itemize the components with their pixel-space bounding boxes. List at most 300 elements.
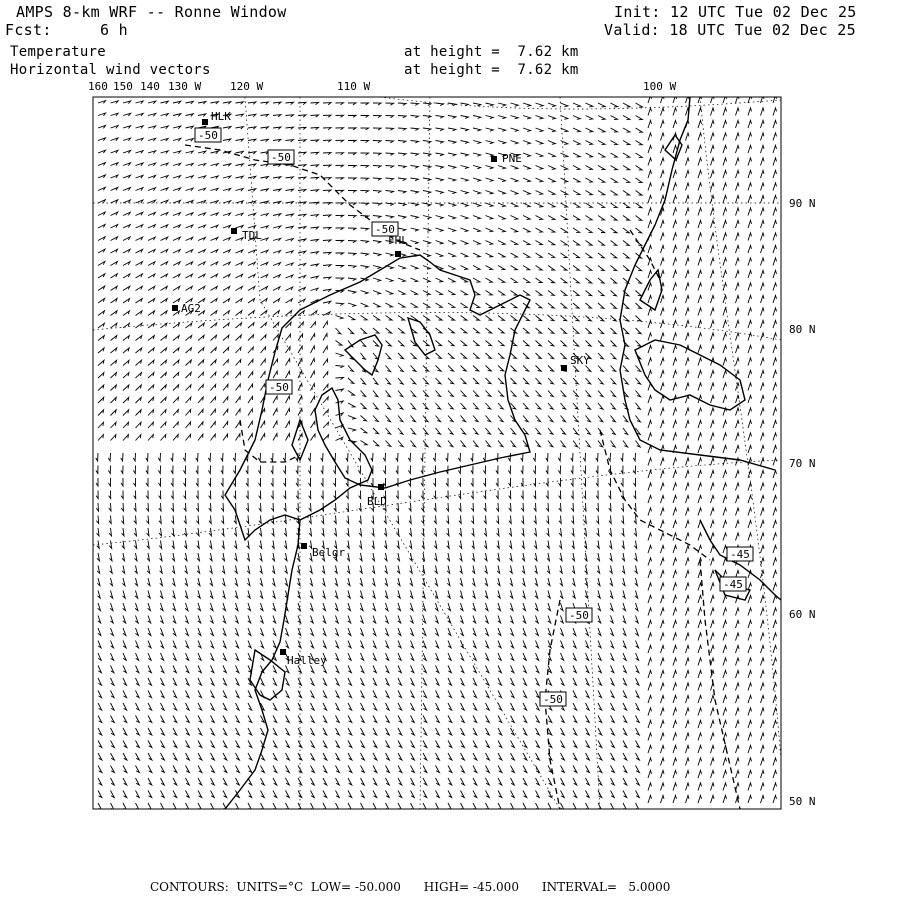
- wind-vector: [447, 566, 450, 574]
- wind-vector: [634, 491, 636, 499]
- wind-vector: [348, 741, 352, 748]
- wind-vector: [323, 791, 327, 798]
- wind-vector: [523, 291, 530, 296]
- wind-vector: [736, 495, 740, 503]
- wind-vector: [511, 191, 518, 195]
- wind-vector: [171, 516, 173, 524]
- wind-vector: [661, 795, 665, 803]
- wind-vector: [198, 274, 205, 278]
- wind-vector: [573, 103, 580, 107]
- wind-vector: [723, 795, 727, 803]
- wind-vector: [211, 237, 218, 240]
- wind-vector: [309, 528, 311, 536]
- wind-vector: [136, 703, 140, 710]
- wind-vector: [461, 216, 469, 220]
- wind-vector: [623, 716, 627, 723]
- wind-vector: [146, 478, 148, 486]
- wind-vector: [423, 716, 427, 723]
- wind-vector: [409, 491, 411, 499]
- wind-vector: [409, 541, 411, 549]
- wind-vector: [336, 316, 344, 320]
- wind-vector: [536, 441, 541, 447]
- wind-vector: [298, 102, 306, 104]
- wind-vector: [748, 208, 752, 216]
- wind-vector: [273, 177, 281, 179]
- wind-vector: [360, 628, 363, 636]
- wind-vector: [473, 791, 477, 798]
- wind-vector: [273, 226, 281, 229]
- wind-vector: [98, 360, 104, 365]
- wind-vector: [698, 783, 702, 791]
- wind-vector: [98, 113, 106, 116]
- wind-vector: [773, 620, 777, 628]
- wind-vector: [221, 466, 223, 474]
- wind-vector: [761, 633, 765, 641]
- wind-vector: [396, 491, 398, 499]
- wind-vector: [371, 453, 373, 461]
- wind-vector: [386, 391, 391, 397]
- wind-vector: [748, 420, 752, 428]
- wind-vector: [622, 566, 625, 574]
- wind-vector: [611, 741, 615, 748]
- wind-vector: [761, 520, 765, 528]
- wind-vector: [510, 578, 513, 586]
- wind-vector: [173, 691, 177, 698]
- wind-vector: [160, 566, 163, 574]
- wind-vector: [110, 578, 113, 586]
- wind-vector: [236, 114, 244, 117]
- wind-vector: [573, 416, 578, 422]
- wind-vector: [286, 359, 290, 366]
- wind-vector: [723, 783, 727, 791]
- wind-vector: [736, 320, 740, 328]
- wind-vector: [673, 295, 677, 303]
- wind-vector: [323, 103, 331, 105]
- wind-vector: [736, 295, 740, 303]
- wind-vector: [748, 508, 752, 516]
- wind-vector: [223, 666, 226, 673]
- wind-vector: [448, 203, 456, 206]
- wind-vector: [148, 188, 156, 191]
- wind-vector: [435, 616, 438, 624]
- wind-vector: [260, 603, 263, 611]
- wind-vector: [673, 333, 677, 341]
- wind-vector: [686, 333, 690, 341]
- longitude-label: 100 W: [643, 80, 677, 93]
- wind-vector: [736, 245, 740, 253]
- wind-vector: [561, 416, 566, 422]
- wind-vector: [673, 108, 677, 116]
- wind-vector: [536, 128, 544, 132]
- wind-vector: [184, 491, 186, 499]
- wind-vector: [173, 274, 180, 278]
- wind-vector: [448, 378, 454, 384]
- wind-vector: [98, 778, 102, 785]
- wind-vector: [223, 176, 231, 179]
- wind-vector: [136, 385, 142, 391]
- wind-vector: [648, 158, 652, 166]
- wind-vector: [286, 421, 290, 428]
- wind-vector: [598, 678, 602, 685]
- wind-vector: [386, 691, 390, 698]
- station-marker: [561, 365, 567, 371]
- wind-vector: [761, 758, 765, 766]
- wind-vector: [448, 666, 451, 673]
- wind-vector: [185, 616, 188, 624]
- wind-vector: [636, 416, 641, 422]
- wind-vector: [748, 283, 752, 291]
- wind-vector: [636, 741, 640, 748]
- wind-vector: [611, 791, 615, 798]
- wind-vector: [723, 445, 727, 453]
- wind-vector: [461, 728, 465, 735]
- wind-vector: [123, 603, 126, 611]
- wind-vector: [511, 203, 518, 207]
- wind-vector: [260, 628, 263, 636]
- wind-vector: [736, 233, 740, 241]
- wind-vector: [398, 666, 401, 673]
- wind-vector: [761, 458, 765, 466]
- wind-vector: [461, 416, 466, 422]
- wind-vector: [246, 491, 248, 499]
- wind-vector: [159, 491, 161, 499]
- wind-vector: [661, 183, 665, 191]
- wind-vector: [236, 335, 242, 341]
- wind-vector: [346, 453, 348, 461]
- wind-vector: [348, 666, 351, 673]
- wind-vector: [286, 728, 290, 735]
- wind-vector: [761, 783, 765, 791]
- wind-vector: [373, 203, 381, 205]
- wind-vector: [623, 703, 627, 710]
- wind-vector: [523, 316, 529, 321]
- wind-vector: [561, 441, 566, 447]
- wind-vector: [184, 541, 186, 549]
- wind-vector: [622, 553, 625, 561]
- wind-vector: [698, 608, 702, 616]
- wind-vector: [511, 728, 515, 735]
- wind-vector: [311, 334, 315, 341]
- wind-vector: [561, 791, 565, 798]
- wind-vector: [548, 716, 552, 723]
- wind-vector: [698, 533, 702, 541]
- wind-vector: [523, 353, 529, 359]
- wind-vector: [211, 225, 219, 228]
- wind-vector: [686, 383, 690, 391]
- wind-vector: [323, 766, 327, 773]
- wind-vector: [711, 283, 715, 291]
- wind-vector: [698, 695, 702, 703]
- wind-vector: [197, 566, 200, 574]
- wind-vector: [159, 516, 161, 524]
- wind-vector: [723, 533, 727, 541]
- wind-vector: [548, 103, 556, 107]
- wind-vector: [123, 274, 130, 278]
- wind-vector: [761, 433, 765, 441]
- wind-vector: [136, 410, 142, 416]
- wind-vector: [423, 178, 431, 181]
- wind-vector: [561, 291, 567, 296]
- wind-vector: [523, 378, 529, 384]
- wind-vector: [598, 353, 604, 359]
- wind-vector: [286, 127, 294, 129]
- wind-vector: [348, 641, 351, 648]
- wind-vector: [486, 103, 494, 106]
- wind-vector: [273, 778, 277, 785]
- wind-vector: [548, 216, 555, 220]
- wind-vector: [273, 396, 277, 403]
- wind-vector: [373, 766, 377, 773]
- wind-vector: [486, 178, 494, 182]
- wind-vector: [509, 528, 511, 536]
- wind-vector: [373, 791, 377, 798]
- wind-vector: [596, 503, 598, 511]
- wind-vector: [673, 270, 677, 278]
- wind-vector: [211, 348, 217, 354]
- wind-vector: [273, 164, 281, 166]
- wind-vector: [286, 214, 294, 217]
- wind-vector: [148, 385, 154, 391]
- wind-vector: [461, 716, 465, 723]
- wind-vector: [136, 666, 139, 673]
- wind-vector: [761, 770, 765, 778]
- wind-vector: [471, 516, 473, 524]
- wind-vector: [435, 603, 438, 611]
- wind-vector: [247, 566, 250, 574]
- wind-vector: [273, 703, 277, 710]
- wind-vector: [686, 708, 690, 716]
- wind-vector: [773, 508, 777, 516]
- wind-vector: [209, 491, 211, 499]
- wind-vector: [359, 528, 361, 536]
- wind-vector: [436, 228, 444, 231]
- wind-vector: [296, 503, 298, 511]
- wind-vector: [173, 225, 180, 228]
- wind-vector: [361, 766, 365, 773]
- wind-vector: [447, 541, 449, 549]
- wind-vector: [110, 553, 113, 561]
- wind-vector: [235, 628, 238, 636]
- wind-vector: [673, 195, 677, 203]
- wind-vector: [436, 191, 444, 194]
- wind-vector: [211, 666, 214, 673]
- wind-vector: [97, 566, 100, 574]
- wind-vector: [211, 335, 217, 340]
- contour-label: -50: [543, 693, 563, 706]
- wind-vector: [736, 608, 740, 616]
- wind-vector: [523, 328, 529, 333]
- wind-vector: [421, 491, 423, 499]
- wind-vector: [536, 216, 543, 220]
- wind-vector: [123, 348, 129, 353]
- wind-vector: [148, 741, 152, 748]
- wind-vector: [111, 348, 117, 353]
- wind-vector: [411, 278, 418, 282]
- wind-vector: [198, 237, 205, 240]
- wind-vector: [661, 570, 665, 578]
- wind-vector: [336, 328, 341, 334]
- wind-vector: [536, 691, 540, 698]
- wind-vector: [361, 678, 365, 685]
- wind-vector: [134, 478, 136, 486]
- wind-vector: [223, 262, 230, 266]
- wind-vector: [161, 151, 169, 154]
- latitude-label: 60 N: [789, 608, 816, 621]
- wind-vector: [498, 116, 506, 119]
- wind-vector: [761, 470, 765, 478]
- wind-vector: [348, 228, 356, 230]
- wind-vector: [186, 766, 190, 773]
- wind-vector: [286, 678, 290, 685]
- station-label: Belgr: [312, 546, 346, 559]
- wind-vector: [635, 603, 638, 611]
- wind-vector: [348, 191, 356, 193]
- wind-vector: [373, 778, 377, 785]
- wind-vector: [586, 428, 591, 434]
- wind-vector: [661, 720, 665, 728]
- wind-vector: [761, 233, 765, 241]
- wind-vector: [161, 274, 168, 278]
- wind-vector: [498, 678, 502, 685]
- wind-vector: [386, 378, 391, 384]
- wind-vector: [560, 616, 563, 624]
- wind-vector: [411, 178, 419, 181]
- wind-vector: [698, 358, 702, 366]
- wind-vector: [147, 578, 150, 586]
- wind-vector: [110, 603, 113, 611]
- wind-vector: [361, 116, 369, 118]
- wind-vector: [523, 603, 526, 611]
- wind-vector: [261, 371, 266, 378]
- wind-vector: [523, 341, 529, 346]
- wind-vector: [386, 328, 392, 333]
- wind-vector: [511, 303, 518, 308]
- wind-vector: [586, 753, 590, 760]
- wind-vector: [611, 191, 618, 195]
- wind-vector: [461, 653, 464, 660]
- wind-vector: [611, 203, 618, 207]
- wind-vector: [159, 541, 161, 549]
- wind-vector: [661, 520, 665, 528]
- wind-vector: [723, 233, 727, 241]
- wind-vector: [411, 691, 415, 698]
- wind-vector: [161, 766, 165, 773]
- wind-vector: [98, 410, 104, 416]
- wind-vector: [761, 733, 765, 741]
- wind-vector: [348, 703, 352, 710]
- model-title: AMPS 8-km WRF -- Ronne Window: [16, 3, 287, 21]
- wind-vector: [536, 753, 540, 760]
- wind-vector: [773, 283, 777, 291]
- wind-vector: [347, 578, 350, 586]
- wind-vector: [773, 345, 777, 353]
- wind-vector: [473, 353, 479, 358]
- wind-vector: [148, 299, 155, 303]
- wind-vector: [648, 483, 652, 491]
- wind-vector: [611, 378, 616, 384]
- wind-vector: [673, 170, 677, 178]
- wind-vector: [348, 266, 356, 268]
- wind-vector: [596, 453, 598, 461]
- wind-vector: [498, 728, 502, 735]
- wind-vector: [136, 163, 144, 166]
- wind-vector: [523, 116, 531, 119]
- wind-vector: [572, 541, 574, 549]
- wind-vector: [711, 545, 715, 553]
- wind-vector: [361, 441, 368, 445]
- wind-vector: [698, 208, 702, 216]
- wind-vector: [421, 453, 423, 461]
- wind-vector: [248, 250, 255, 253]
- wind-vector: [673, 470, 677, 478]
- wind-vector: [573, 691, 577, 698]
- wind-vector: [311, 322, 316, 328]
- wind-vector: [323, 277, 331, 279]
- wind-vector: [186, 335, 192, 340]
- wind-vector: [336, 766, 340, 773]
- wind-vector: [136, 348, 142, 353]
- wind-vector: [396, 453, 398, 461]
- wind-vector: [636, 366, 641, 372]
- wind-vector: [636, 278, 642, 283]
- wind-vector: [473, 128, 481, 131]
- wind-vector: [698, 658, 702, 666]
- wind-vector: [573, 791, 577, 798]
- wind-vector: [98, 125, 106, 128]
- wind-vector: [673, 745, 677, 753]
- wind-vector: [361, 191, 369, 193]
- wind-vector: [686, 370, 690, 378]
- longitude-label: 120 W: [230, 80, 264, 93]
- wind-vector: [461, 741, 465, 748]
- station-label: TDL: [242, 229, 262, 242]
- wind-vector: [336, 128, 344, 130]
- wind-vector: [361, 416, 367, 421]
- wind-vector: [311, 691, 315, 698]
- wind-vector: [521, 503, 523, 511]
- wind-vector: [498, 716, 502, 723]
- wind-vector: [535, 578, 538, 586]
- wind-vector: [173, 653, 176, 660]
- wind-vector: [248, 359, 253, 365]
- wind-vector: [411, 403, 416, 409]
- wind-vector: [673, 733, 677, 741]
- wind-vector: [509, 503, 511, 511]
- wind-vector: [486, 291, 493, 295]
- wind-vector: [173, 791, 177, 798]
- wind-vector: [96, 478, 98, 486]
- wind-vector: [597, 566, 600, 574]
- wind-vector: [711, 520, 715, 528]
- wind-vector: [309, 516, 311, 524]
- wind-vector: [261, 102, 269, 104]
- wind-vector: [186, 213, 194, 216]
- wind-vector: [211, 201, 219, 204]
- wind-vector: [623, 203, 630, 208]
- wind-vector: [611, 128, 618, 132]
- wind-vector: [161, 385, 167, 391]
- wind-vector: [423, 766, 427, 773]
- wind-vector: [611, 241, 617, 246]
- wind-vector: [109, 503, 111, 511]
- wind-vector: [111, 274, 118, 278]
- wind-vector: [311, 716, 315, 723]
- wind-vector: [348, 391, 355, 396]
- wind-vector: [222, 553, 225, 561]
- wind-vector: [123, 641, 126, 648]
- wind-vector: [423, 416, 428, 422]
- wind-vector: [634, 478, 636, 486]
